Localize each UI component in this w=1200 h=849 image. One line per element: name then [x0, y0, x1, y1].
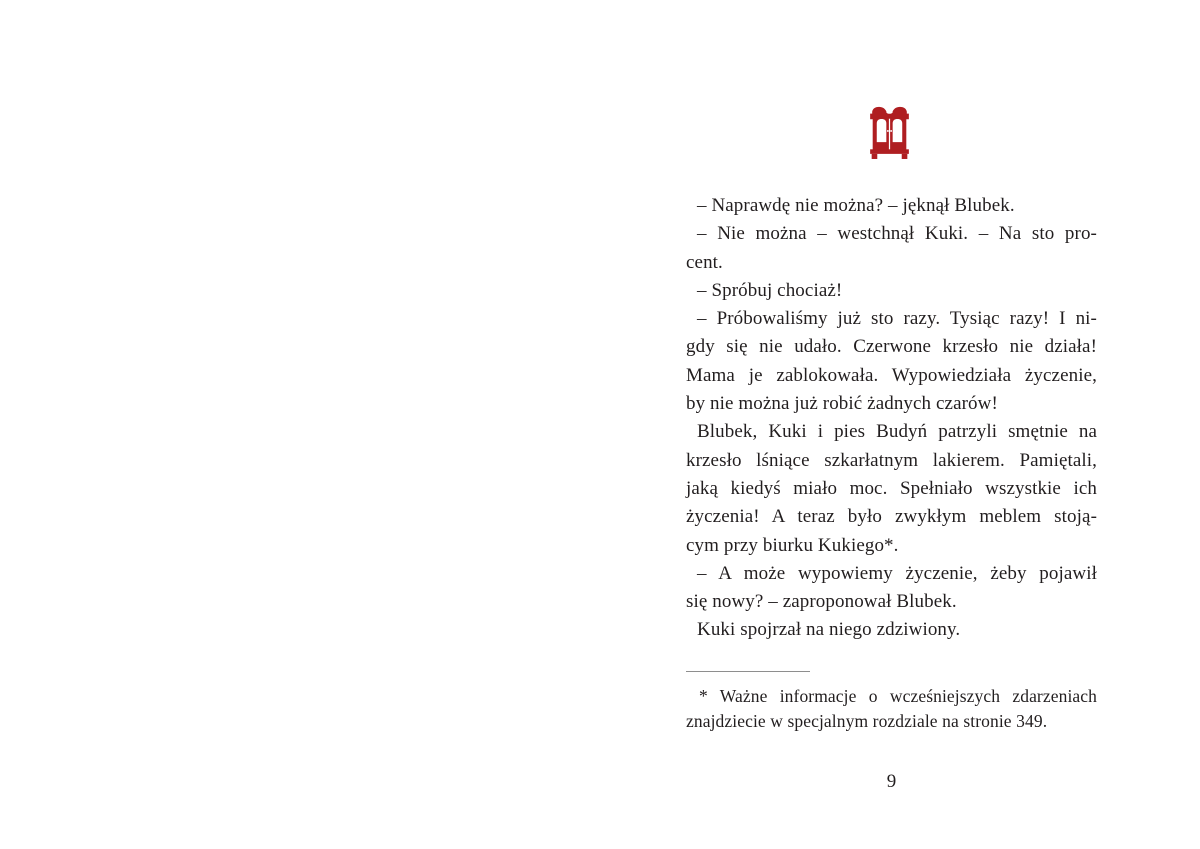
wardrobe-icon — [869, 106, 910, 160]
text-line: życzenia! A teraz było zwykłym meblem stoją- — [686, 506, 1097, 528]
text-line: Blubek, Kuki i pies Budyń patrzyli smętnie na — [697, 421, 1097, 443]
text-line: jaką kiedyś miało moc. Spełniało wszystkie ich — [686, 477, 1097, 499]
text-line: – Spróbuj chociaż! — [697, 279, 843, 301]
text-line: gdy się nie udało. Czerwone krzesło nie działa! — [686, 336, 1097, 358]
chapter-ornament — [869, 106, 910, 160]
text-line: – Nie można – westchnął Kuki. – Na sto pro- — [697, 223, 1097, 245]
text-line: – Naprawdę nie można? – jęknął Blubek. — [697, 195, 1015, 216]
text-line: cent. — [686, 251, 723, 273]
body-text — [686, 192, 1097, 645]
footnote-text — [686, 684, 1097, 735]
footnote — [686, 671, 1097, 735]
text-line: krzesło lśniące szkarłatnym lakierem. Pamiętali, — [686, 449, 1097, 471]
text-line: – A może wypowiemy życzenie, żeby pojawił — [697, 562, 1097, 584]
text-line: by nie można już robić żadnych czarów! — [686, 393, 998, 415]
text-line: cym przy biurku Kukiego*. — [686, 534, 899, 556]
footnote-rule — [686, 671, 810, 672]
text-line: – Próbowaliśmy już sto razy. Tysiąc razy! I ni- — [697, 308, 1097, 330]
text-line: * Ważne informacje o wcześniejszych zdarzeniach — [699, 686, 1097, 706]
page-number: 9 — [886, 771, 897, 792]
text-line: znajdziecie w specjalnym rozdziale na stronie 349. — [686, 711, 1048, 732]
text-line: się nowy? – zaproponował Blubek. — [686, 591, 957, 613]
text-line: Kuki spojrzał na niego zdziwiony. — [697, 619, 961, 641]
text-line: Mama je zablokowała. Wypowiedziała życzenie, — [686, 364, 1097, 386]
